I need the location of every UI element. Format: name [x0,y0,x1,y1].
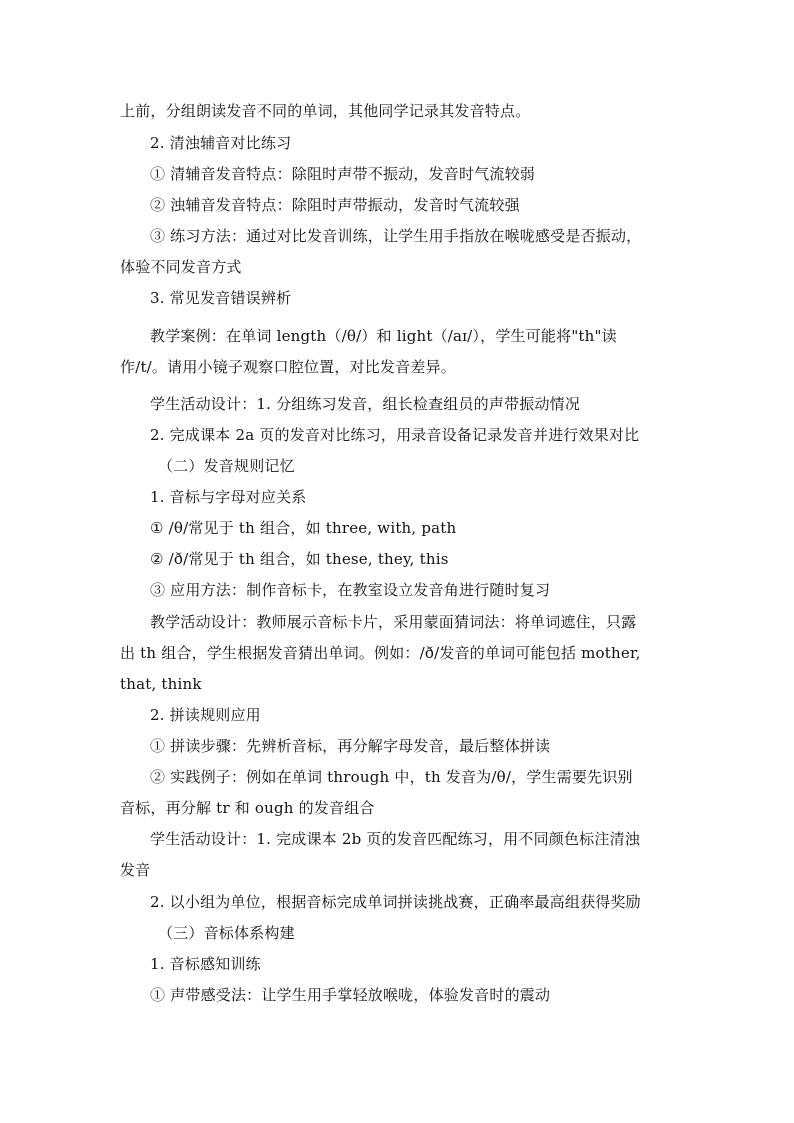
list-item: ② 实践例子：例如在单词 through 中，th 发音为/θ/，学生需要先识别 [150,768,633,786]
list-item: ① 拼读步骤：先辨析音标，再分解字母发音，最后整体拼读 [150,737,551,755]
paragraph-line: 发音 [120,861,151,879]
subsection-heading: 1. 音标与字母对应关系 [150,488,307,506]
paragraph-line: 体验不同发音方式 [120,258,242,276]
paragraph-line: 2. 以小组为单位，根据音标完成单词拼读挑战赛，正确率最高组获得奖励 [150,893,641,911]
paragraph-line: 上前，分组朗读发音不同的单词，其他同学记录其发音特点。 [120,102,531,120]
list-item: ② 浊辅音发音特点：除阻时声带振动，发音时气流较强 [150,196,520,214]
paragraph-line: 作/t/。请用小镜子观察口腔位置，对比发音差异。 [120,358,456,376]
paragraph-line: 学生活动设计：1. 分组练习发音，组长检查组员的声带振动情况 [150,395,581,413]
list-item: ③ 练习方法：通过对比发音训练，让学生用手指放在喉咙感受是否振动， [150,227,642,245]
paragraph-line: 教学活动设计：教师展示音标卡片，采用蒙面猜词法：将单词遮住，只露 [150,613,637,631]
paragraph-line: 教学案例：在单词 length（/θ/）和 light（/aɪ/），学生可能将"th"读 [150,327,617,345]
list-item: ① 声带感受法：让学生用手掌轻放喉咙，体验发音时的震动 [150,986,551,1004]
paragraph-line: that, think [120,675,202,693]
paragraph-line: 音标，再分解 tr 和 ough 的发音组合 [120,799,375,817]
paragraph-line: 2. 完成课本 2a 页的发音对比练习，用录音设备记录发音并进行效果对比 [150,426,640,444]
section-heading: 3. 常见发音错误辨析 [150,289,292,307]
list-item: ① /θ/常见于 th 组合，如 three, with, path [150,519,457,537]
section-heading: 2. 清浊辅音对比练习 [150,134,292,152]
section-heading: （三）音标体系构建 [158,924,295,942]
list-item: ① 清辅音发音特点：除阻时声带不振动，发音时气流较弱 [150,165,535,183]
subsection-heading: 2. 拼读规则应用 [150,706,261,724]
list-item: ② /ð/常见于 th 组合，如 these, they, this [150,550,449,568]
subsection-heading: 1. 音标感知训练 [150,955,261,973]
section-heading: （二）发音规则记忆 [158,457,295,475]
paragraph-line: 学生活动设计：1. 完成课本 2b 页的发音匹配练习，用不同颜色标注清浊 [150,830,640,848]
paragraph-line: 出 th 组合，学生根据发音猜出单词。例如：/ð/发音的单词可能包括 mother, [120,644,641,662]
list-item: ③ 应用方法：制作音标卡，在教室设立发音角进行随时复习 [150,581,551,599]
